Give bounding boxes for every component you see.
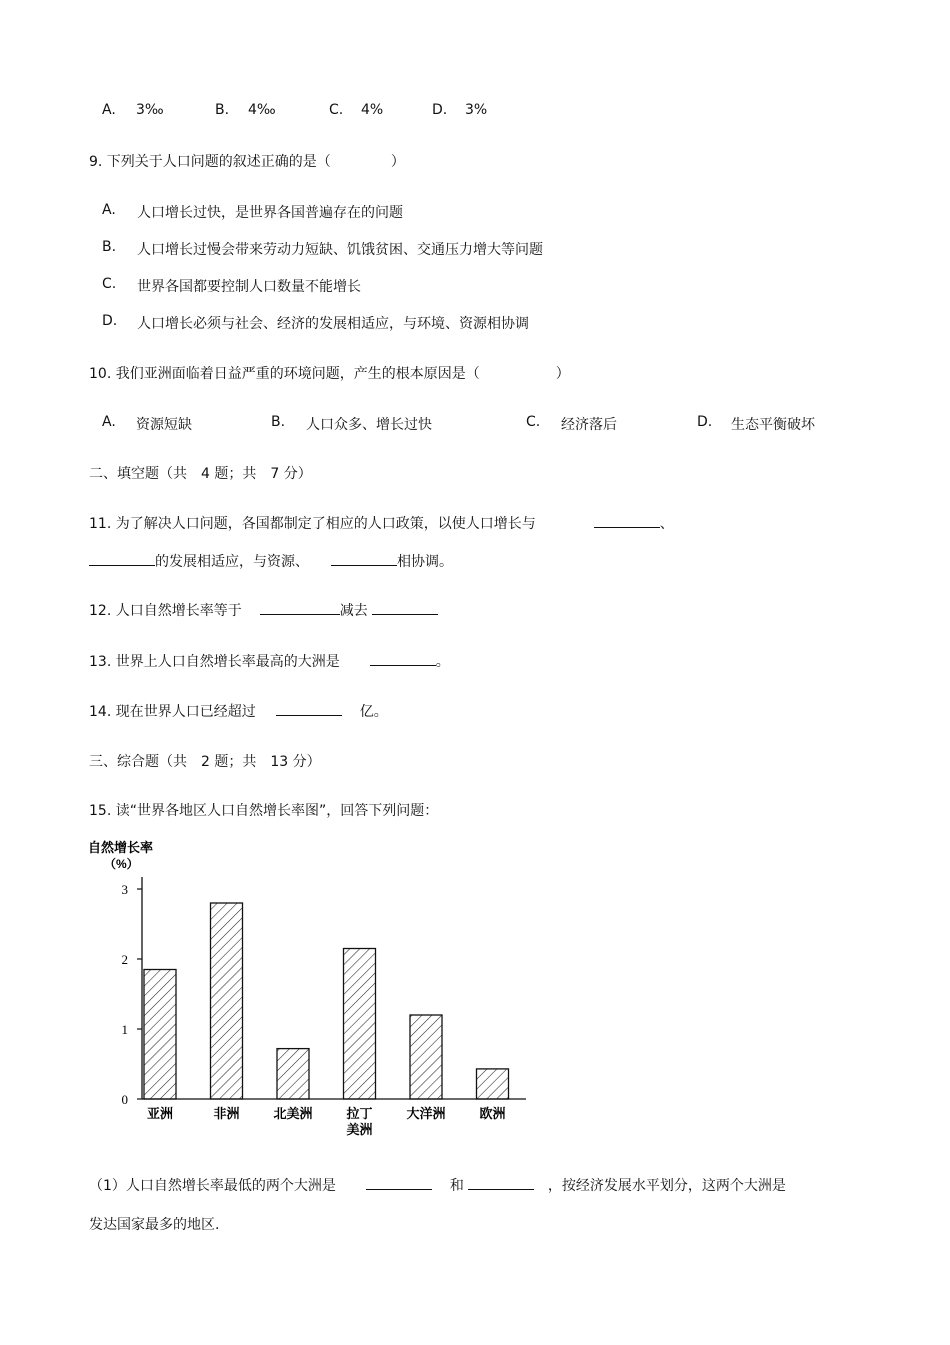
- q8-option-a-letter: A.: [102, 102, 116, 118]
- section-3-heading: 三、综合题（共 2 题；共 13 分）: [89, 754, 321, 770]
- q13-text: 13. 世界上人口自然增长率最高的大洲是: [89, 654, 340, 670]
- x-category-label: 北美洲: [273, 1106, 313, 1121]
- y-axis-label: 自然增长率: [88, 840, 154, 855]
- y-tick-label: 2: [121, 952, 128, 967]
- q9-option-d-letter: D.: [102, 313, 118, 329]
- q9-option-a-letter: A.: [102, 202, 116, 218]
- bar: [344, 949, 376, 1100]
- q10-option-c-text: 经济落后: [561, 417, 617, 433]
- q10-close-paren: ）: [555, 366, 570, 382]
- q15-1-text-3: ，按经济发展水平划分，这两个大洲是: [547, 1178, 786, 1194]
- q12-text-2: 减去: [339, 603, 368, 619]
- q11-separator: 、: [659, 516, 674, 532]
- q9-option-c-text: 世界各国都要控制人口数量不能增长: [137, 279, 361, 295]
- q12-blank-2[interactable]: [372, 600, 438, 615]
- bar: [277, 1049, 309, 1099]
- q9-close-paren: ）: [390, 154, 405, 170]
- q10-option-d-letter: D.: [697, 414, 713, 430]
- bar: [410, 1015, 442, 1099]
- q12-blank-1[interactable]: [260, 600, 340, 615]
- q11-blank-3[interactable]: [331, 551, 397, 566]
- q11-text-2: 的发展相适应，与资源、: [155, 554, 309, 570]
- q11-blank-2[interactable]: [89, 551, 155, 566]
- section-2-heading: 二、填空题（共 4 题；共 7 分）: [89, 466, 312, 482]
- q12-text-1: 12. 人口自然增长率等于: [89, 603, 242, 619]
- q9-option-b-letter: B.: [102, 239, 117, 255]
- q15-1-text-1: （1）人口自然增长率最低的两个大洲是: [89, 1178, 336, 1194]
- q9-option-d-text: 人口增长必须与社会、经济的发展相适应，与环境、资源相协调: [137, 316, 529, 332]
- q10-stem-text: 10. 我们亚洲面临着日益严重的环境问题，产生的根本原因是（: [89, 366, 480, 382]
- x-category-label: 亚洲: [146, 1106, 174, 1121]
- q14-blank[interactable]: [276, 701, 342, 716]
- q9-stem: [89, 151, 405, 171]
- y-tick-label: 3: [121, 882, 128, 897]
- y-tick-label: 1: [121, 1022, 128, 1037]
- bar: [211, 903, 243, 1099]
- q15-1-line1: [89, 1175, 786, 1195]
- q15-1-blank-2[interactable]: [468, 1175, 534, 1190]
- x-category-label: 美洲: [346, 1122, 373, 1137]
- q9-option-a-text: 人口增长过快，是世界各国普遍存在的问题: [137, 205, 403, 221]
- q10-option-a-text: 资源短缺: [136, 417, 192, 433]
- q9-stem-text: 9. 下列关于人口问题的叙述正确的是（: [89, 154, 331, 170]
- q9-option-c-letter: C.: [102, 276, 117, 292]
- q12-line: [89, 600, 438, 620]
- q8-option-c-text: 4%: [361, 102, 384, 118]
- q11-text-3: 相协调。: [397, 554, 453, 570]
- q14-end: 亿。: [359, 704, 388, 720]
- q11-line1: [89, 513, 674, 533]
- x-category-label: 大洋洲: [406, 1106, 446, 1121]
- q10-option-a-letter: A.: [102, 414, 116, 430]
- y-axis-unit: （%）: [104, 857, 139, 871]
- q13-line: [89, 651, 450, 671]
- bar: [477, 1069, 509, 1099]
- q8-option-c-letter: C.: [329, 102, 344, 118]
- q10-stem: [89, 363, 570, 383]
- q15-stem: 15. 读“世界各地区人口自然增长率图”，回答下列问题：: [89, 803, 439, 819]
- q14-line: [89, 701, 388, 721]
- bar: [144, 970, 176, 1100]
- q10-option-b-text: 人口众多、增长过快: [306, 417, 432, 433]
- q13-blank[interactable]: [370, 651, 436, 666]
- q15-1-blank-1[interactable]: [366, 1175, 432, 1190]
- q11-blank-1[interactable]: [594, 513, 660, 528]
- q8-option-b-letter: B.: [215, 102, 230, 118]
- q11-text-1: 11. 为了解决人口问题，各国都制定了相应的人口政策，以使人口增长与: [89, 516, 536, 532]
- q8-option-b-text: 4‰: [248, 102, 276, 118]
- q11-line2: [89, 551, 453, 571]
- q8-option-a-text: 3‰: [136, 102, 164, 118]
- x-category-label: 欧洲: [479, 1106, 506, 1121]
- q13-end: 。: [435, 654, 450, 670]
- q14-text: 14. 现在世界人口已经超过: [89, 704, 256, 720]
- y-tick-label: 0: [121, 1092, 128, 1107]
- q15-1-line2: 发达国家最多的地区.: [89, 1217, 220, 1233]
- q8-option-d-letter: D.: [432, 102, 448, 118]
- growth-rate-bar-chart: [86, 836, 536, 1141]
- q15-1-text-2: 和: [449, 1178, 464, 1194]
- x-category-label: 拉丁: [346, 1106, 373, 1121]
- q10-option-c-letter: C.: [526, 414, 541, 430]
- q10-option-d-text: 生态平衡破坏: [731, 417, 815, 433]
- q9-option-b-text: 人口增长过慢会带来劳动力短缺、饥饿贫困、交通压力增大等问题: [137, 242, 543, 258]
- q10-option-b-letter: B.: [271, 414, 286, 430]
- q8-option-d-text: 3%: [465, 102, 488, 118]
- x-category-label: 非洲: [213, 1106, 240, 1121]
